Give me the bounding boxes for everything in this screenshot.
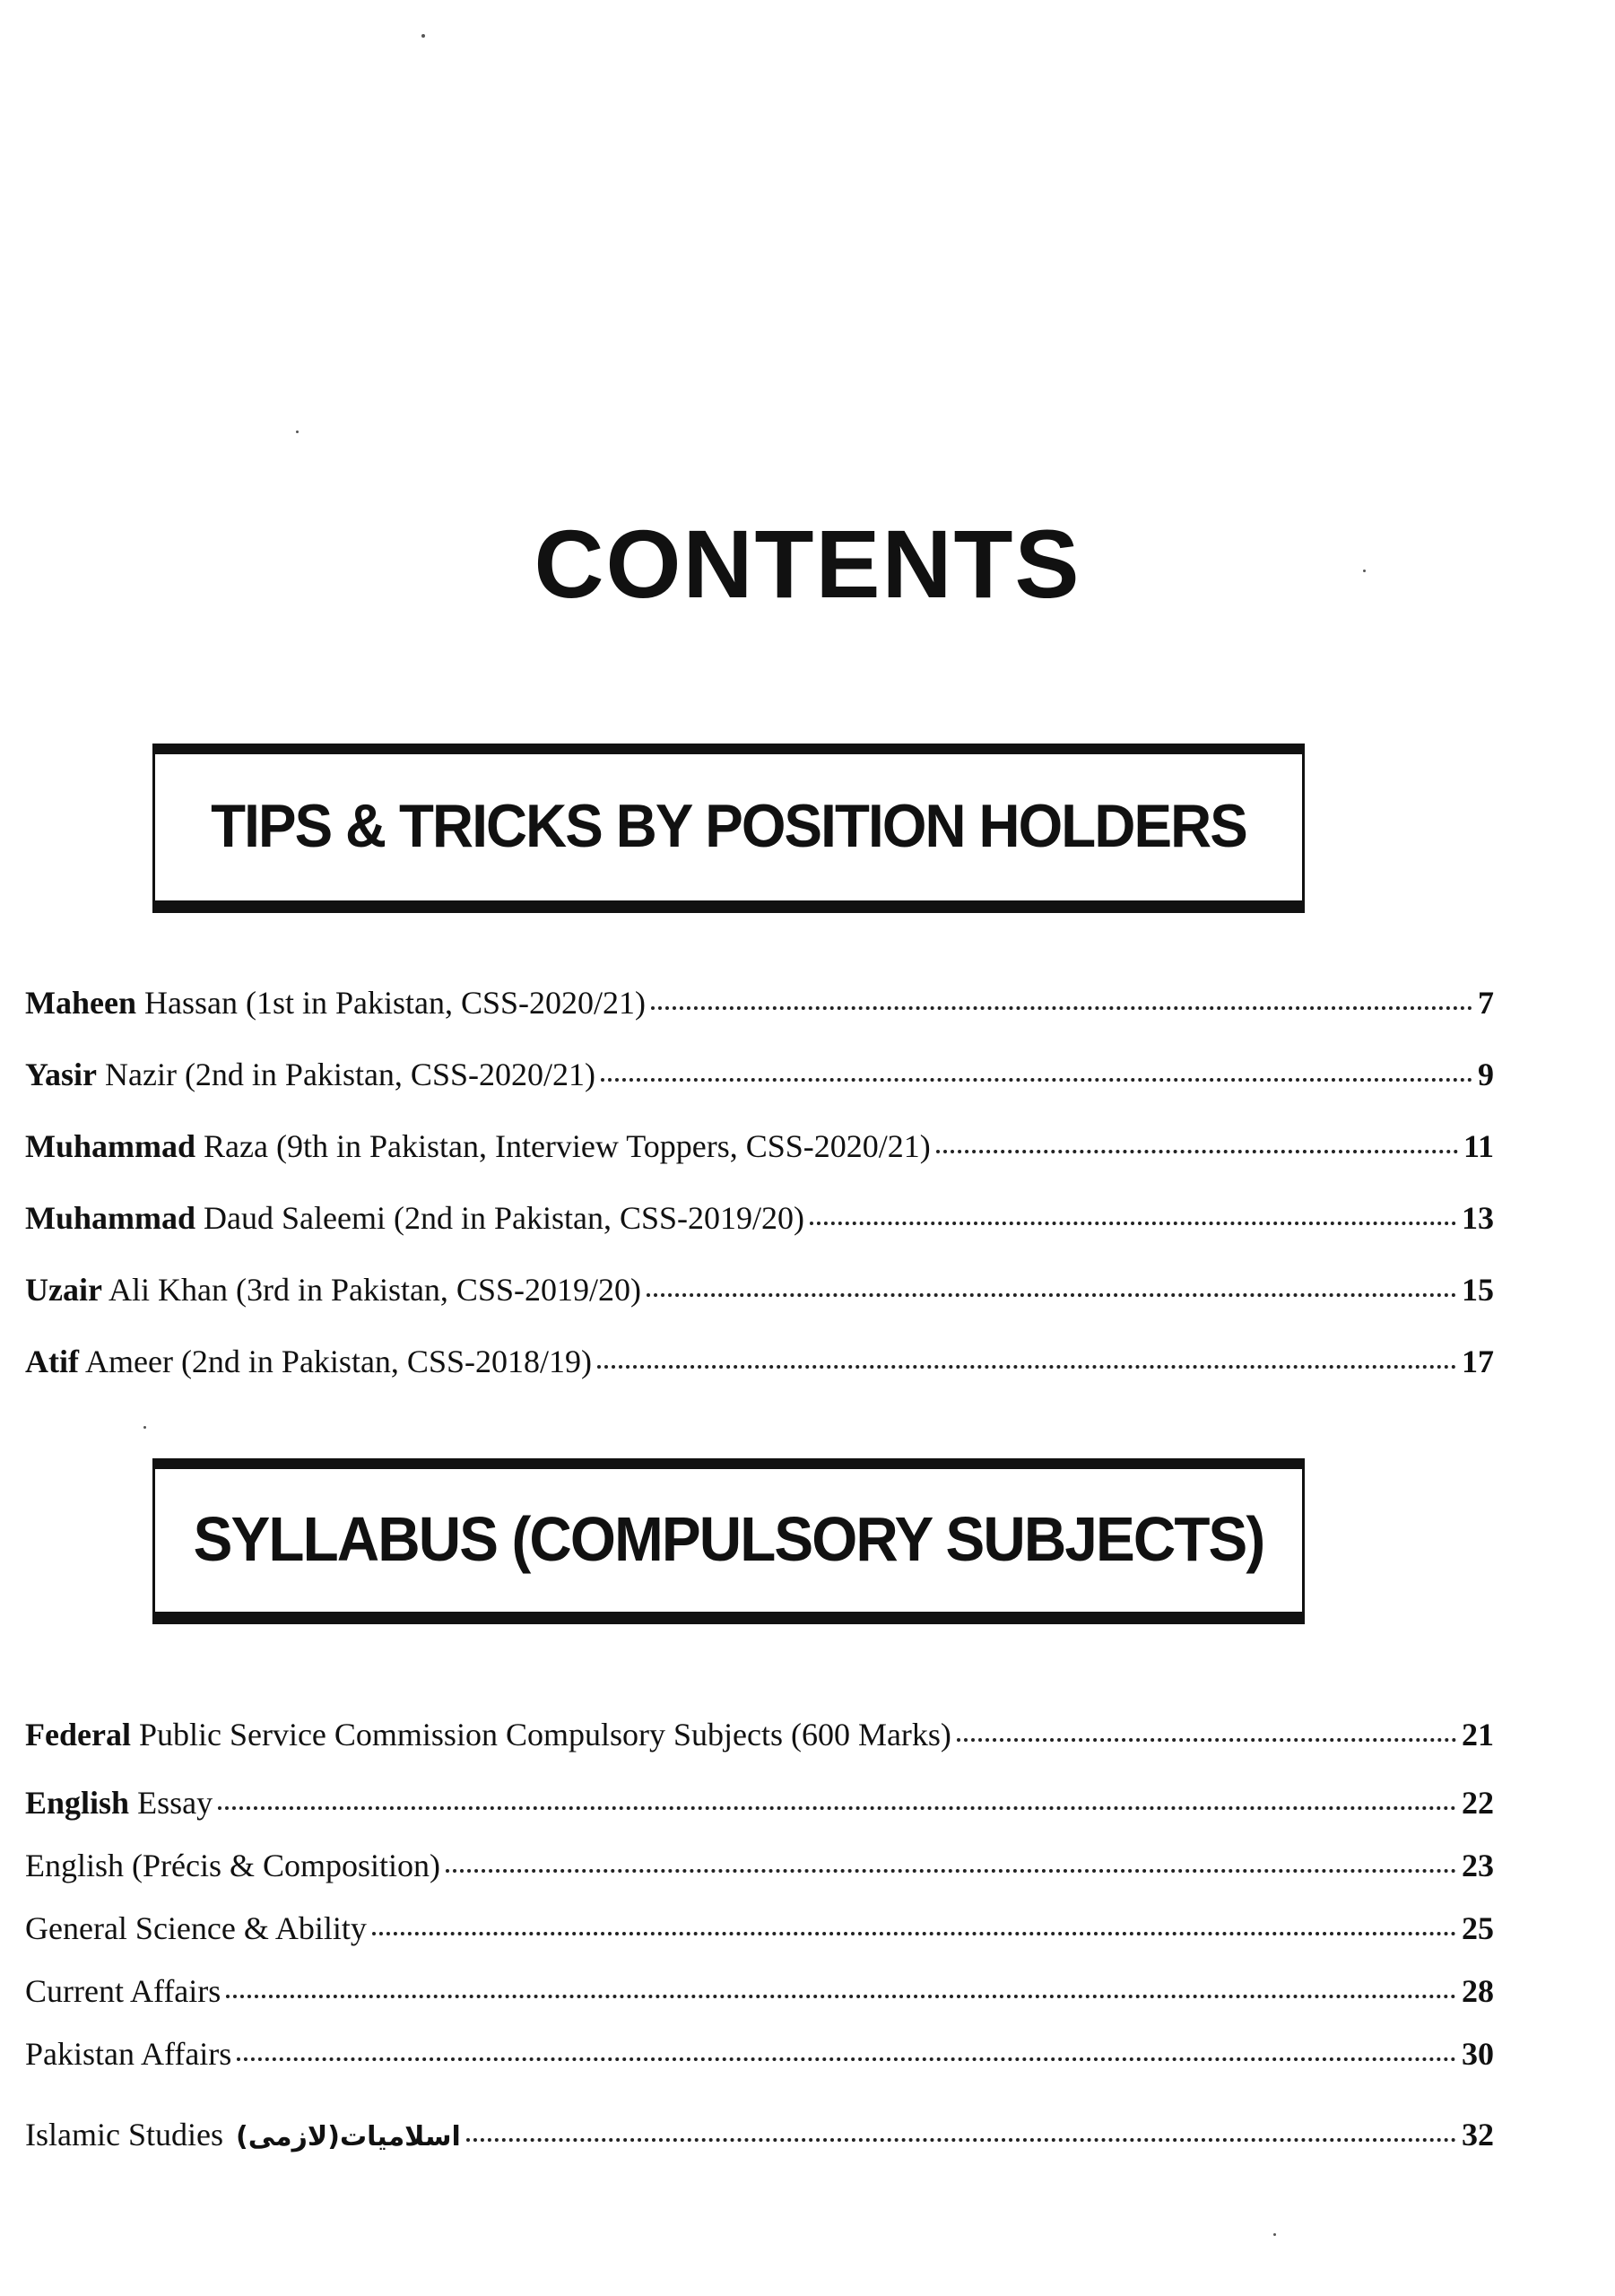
dot-leader: [237, 2057, 1456, 2061]
toc-entry-label: Current Affairs: [25, 1973, 221, 2009]
dot-leader: [226, 1995, 1456, 1998]
toc-entry[interactable]: [25, 1849, 1494, 1882]
toc-entry-label: Maheen Hassan (1st in Pakistan, CSS-2020/21): [25, 985, 646, 1021]
toc-entry-page: 22: [1462, 1785, 1494, 1821]
toc-entry-label: Federal Public Service Commission Compulsory Subjects (600 Marks): [25, 1717, 951, 1752]
toc-entry[interactable]: [25, 2118, 1494, 2151]
toc-entry-label: English (Précis & Composition): [25, 1848, 440, 1883]
dot-leader: [647, 1293, 1456, 1297]
toc-entry-page: 28: [1462, 1973, 1494, 2009]
toc-entry-page: 23: [1462, 1848, 1494, 1883]
dot-leader: [372, 1932, 1456, 1935]
dot-leader: [597, 1365, 1456, 1369]
toc-entry-label: English Essay: [25, 1785, 213, 1821]
toc-list-syllabus: [25, 1718, 1494, 2185]
toc-entry[interactable]: [25, 2038, 1494, 2070]
urdu-subtitle: اسلامیات(لازمی): [235, 2121, 461, 2152]
dot-leader: [466, 2138, 1456, 2142]
dot-leader: [218, 1806, 1456, 1810]
section-heading-tips: TIPS & TRICKS BY POSITION HOLDERS: [211, 792, 1246, 860]
toc-entry-page: 21: [1462, 1717, 1494, 1752]
toc-entry-page: 7: [1478, 985, 1494, 1021]
toc-entry-label: General Science & Ability: [25, 1910, 367, 1946]
toc-list-tips: [25, 987, 1494, 1399]
toc-entry-label: Uzair Ali Khan (3rd in Pakistan, CSS-2019/20): [25, 1272, 641, 1308]
dot-leader: [446, 1869, 1456, 1873]
dot-leader: [651, 1006, 1472, 1010]
toc-entry-label: Atif Ameer (2nd in Pakistan, CSS-2018/19): [25, 1344, 592, 1379]
dot-leader: [957, 1738, 1456, 1742]
toc-entry[interactable]: [25, 1718, 1494, 1751]
toc-entry-label: Muhammad Daud Saleemi (2nd in Pakistan, CSS-2019/20): [25, 1200, 804, 1236]
toc-entry-label: Pakistan Affairs: [25, 2036, 232, 2072]
section-heading-syllabus: SYLLABUS (COMPULSORY SUBJECTS): [193, 1504, 1264, 1574]
toc-entry[interactable]: [25, 1787, 1494, 1819]
toc-entry-page: 25: [1462, 1910, 1494, 1946]
section-banner-syllabus: [152, 1464, 1305, 1614]
toc-entry-label: Islamic Studies اسلامیات(لازمی): [25, 2117, 461, 2152]
toc-entry[interactable]: [25, 1345, 1494, 1378]
scan-speck: [421, 34, 425, 38]
toc-entry-page: 9: [1478, 1057, 1494, 1092]
scan-speck: [1273, 2233, 1276, 2236]
scan-speck: [296, 430, 299, 433]
dot-leader: [936, 1150, 1458, 1153]
toc-entry-page: 30: [1462, 2036, 1494, 2072]
toc-entry-label: Yasir Nazir (2nd in Pakistan, CSS-2020/21): [25, 1057, 595, 1092]
toc-entry[interactable]: [25, 1912, 1494, 1944]
dot-leader: [601, 1078, 1472, 1082]
toc-entry[interactable]: [25, 1274, 1494, 1306]
toc-entry-page: 11: [1463, 1128, 1494, 1164]
toc-entry-page: 13: [1462, 1200, 1494, 1236]
dot-leader: [810, 1222, 1456, 1225]
toc-entry-page: 17: [1462, 1344, 1494, 1379]
section-banner-tips: [152, 749, 1305, 903]
toc-entry[interactable]: [25, 1058, 1494, 1091]
page-title: CONTENTS: [534, 509, 1081, 618]
toc-entry[interactable]: [25, 1130, 1494, 1162]
toc-entry[interactable]: [25, 1202, 1494, 1234]
toc-entry[interactable]: [25, 1975, 1494, 2007]
toc-entry[interactable]: [25, 987, 1494, 1019]
toc-entry-page: 32: [1462, 2117, 1494, 2152]
scan-speck: [1363, 570, 1366, 572]
toc-entry-page: 15: [1462, 1272, 1494, 1308]
scan-speck: [143, 1426, 146, 1429]
toc-entry-label: Muhammad Raza (9th in Pakistan, Interview Toppers, CSS-2020/21): [25, 1128, 931, 1164]
